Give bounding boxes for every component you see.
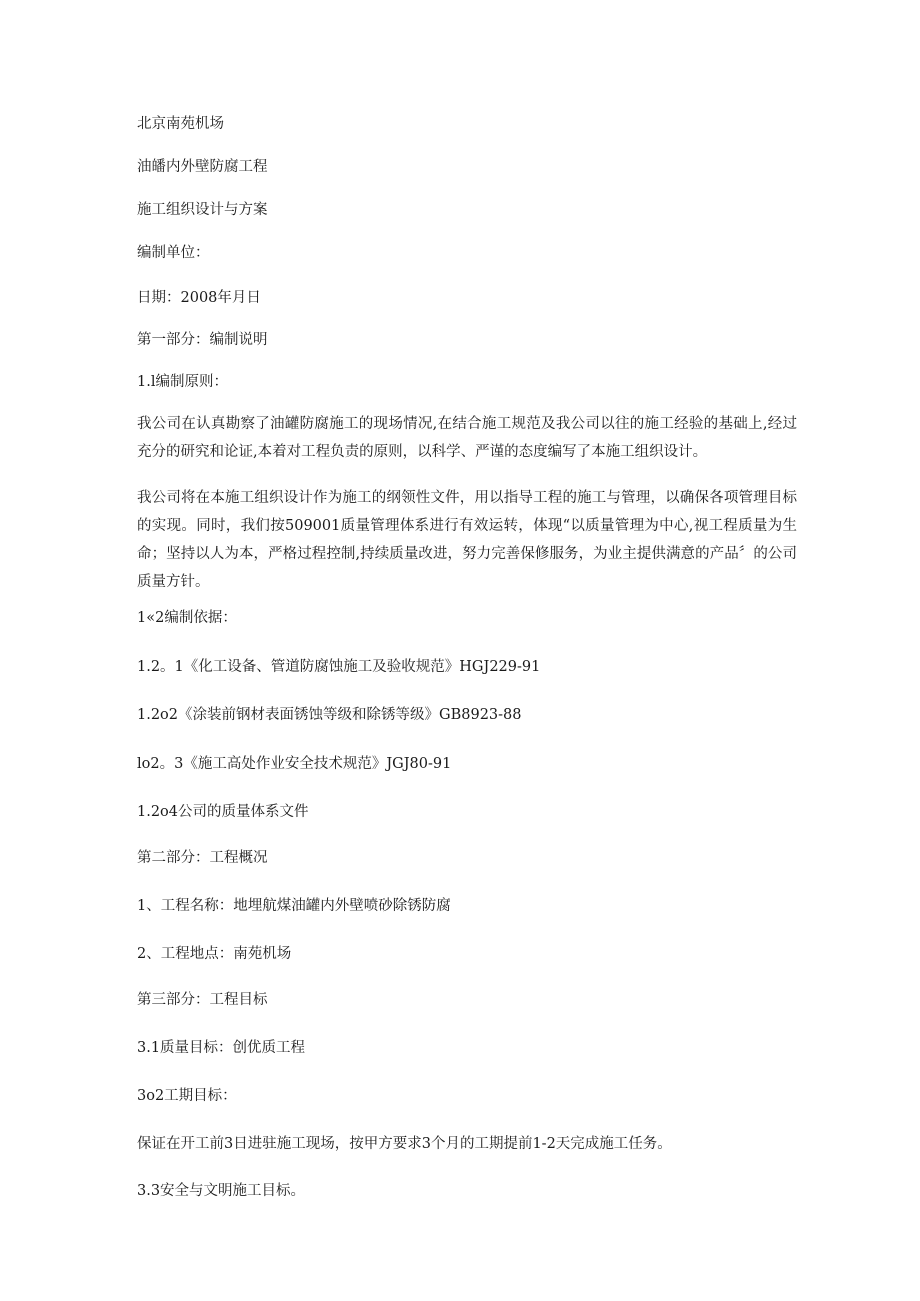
date-line: 日期：2008年月日 [137, 290, 261, 306]
section-1-heading: 第一部分：编制说明 [137, 332, 268, 348]
paragraph-quality-policy: 我公司将在本施工组织设计作为施工的纲领性文件，用以指导工程的施工与管理，以确保各项管理目标的实现。同时，我们按509001质量管理体系进行有效运转，体现“以质量管理为中心,视工程质量为生命；坚持以人为本，严格过程控制,持续质量改进，努力完善保修服务，为业主提供满意的产品〞的公司质量方针。 [137, 490, 797, 590]
section-2-heading: 第二部分：工程概况 [137, 850, 268, 866]
title-airport: 北京南苑机场 [137, 116, 224, 132]
subsection-1-2-heading: 1«2编制依据： [137, 610, 237, 626]
reference-3: lo2。3《施工高处作业安全技术规范》JGJ80-91 [137, 756, 452, 772]
reference-4: 1.2o4公司的质量体系文件 [137, 804, 309, 820]
reference-1: 1.2。1《化工设备、管道防腐蚀施工及验收规范》HGJ229-91 [137, 659, 541, 675]
quality-target: 3.1质量目标：创优质工程 [137, 1040, 306, 1056]
reference-2: 1.2o2《涂装前钢材表面锈蚀等级和除锈等级》GB8923-88 [137, 707, 522, 723]
project-location: 2、工程地点：南苑机场 [137, 946, 292, 962]
safety-target-heading: 3.3安全与文明施工目标。 [137, 1183, 306, 1199]
subsection-1-1-heading: 1.l编制原则： [137, 374, 228, 390]
schedule-target-heading: 3o2工期目标： [137, 1088, 237, 1104]
schedule-target-text: 保证在开工前3日进驻施工现场，按甲方要求3个月的工期提前1-2天完成施工任务。 [137, 1136, 672, 1152]
compiling-unit: 编制单位： [137, 245, 210, 261]
project-name: 1、工程名称：地埋航煤油罐内外壁喷砂除锈防腐 [137, 898, 451, 914]
section-3-heading: 第三部分：工程目标 [137, 992, 268, 1008]
paragraph-principles: 我公司在认真勘察了油罐防腐施工的现场情况,在结合施工规范及我公司以往的施工经验的基础上,经过充分的研究和论证,本着对工程负责的原则，以科学、严谨的态度编写了本施工组织设计。 [137, 416, 797, 460]
title-plan: 施工组织设计与方案 [137, 202, 268, 218]
title-project: 油皤内外壁防腐工程 [137, 159, 268, 175]
